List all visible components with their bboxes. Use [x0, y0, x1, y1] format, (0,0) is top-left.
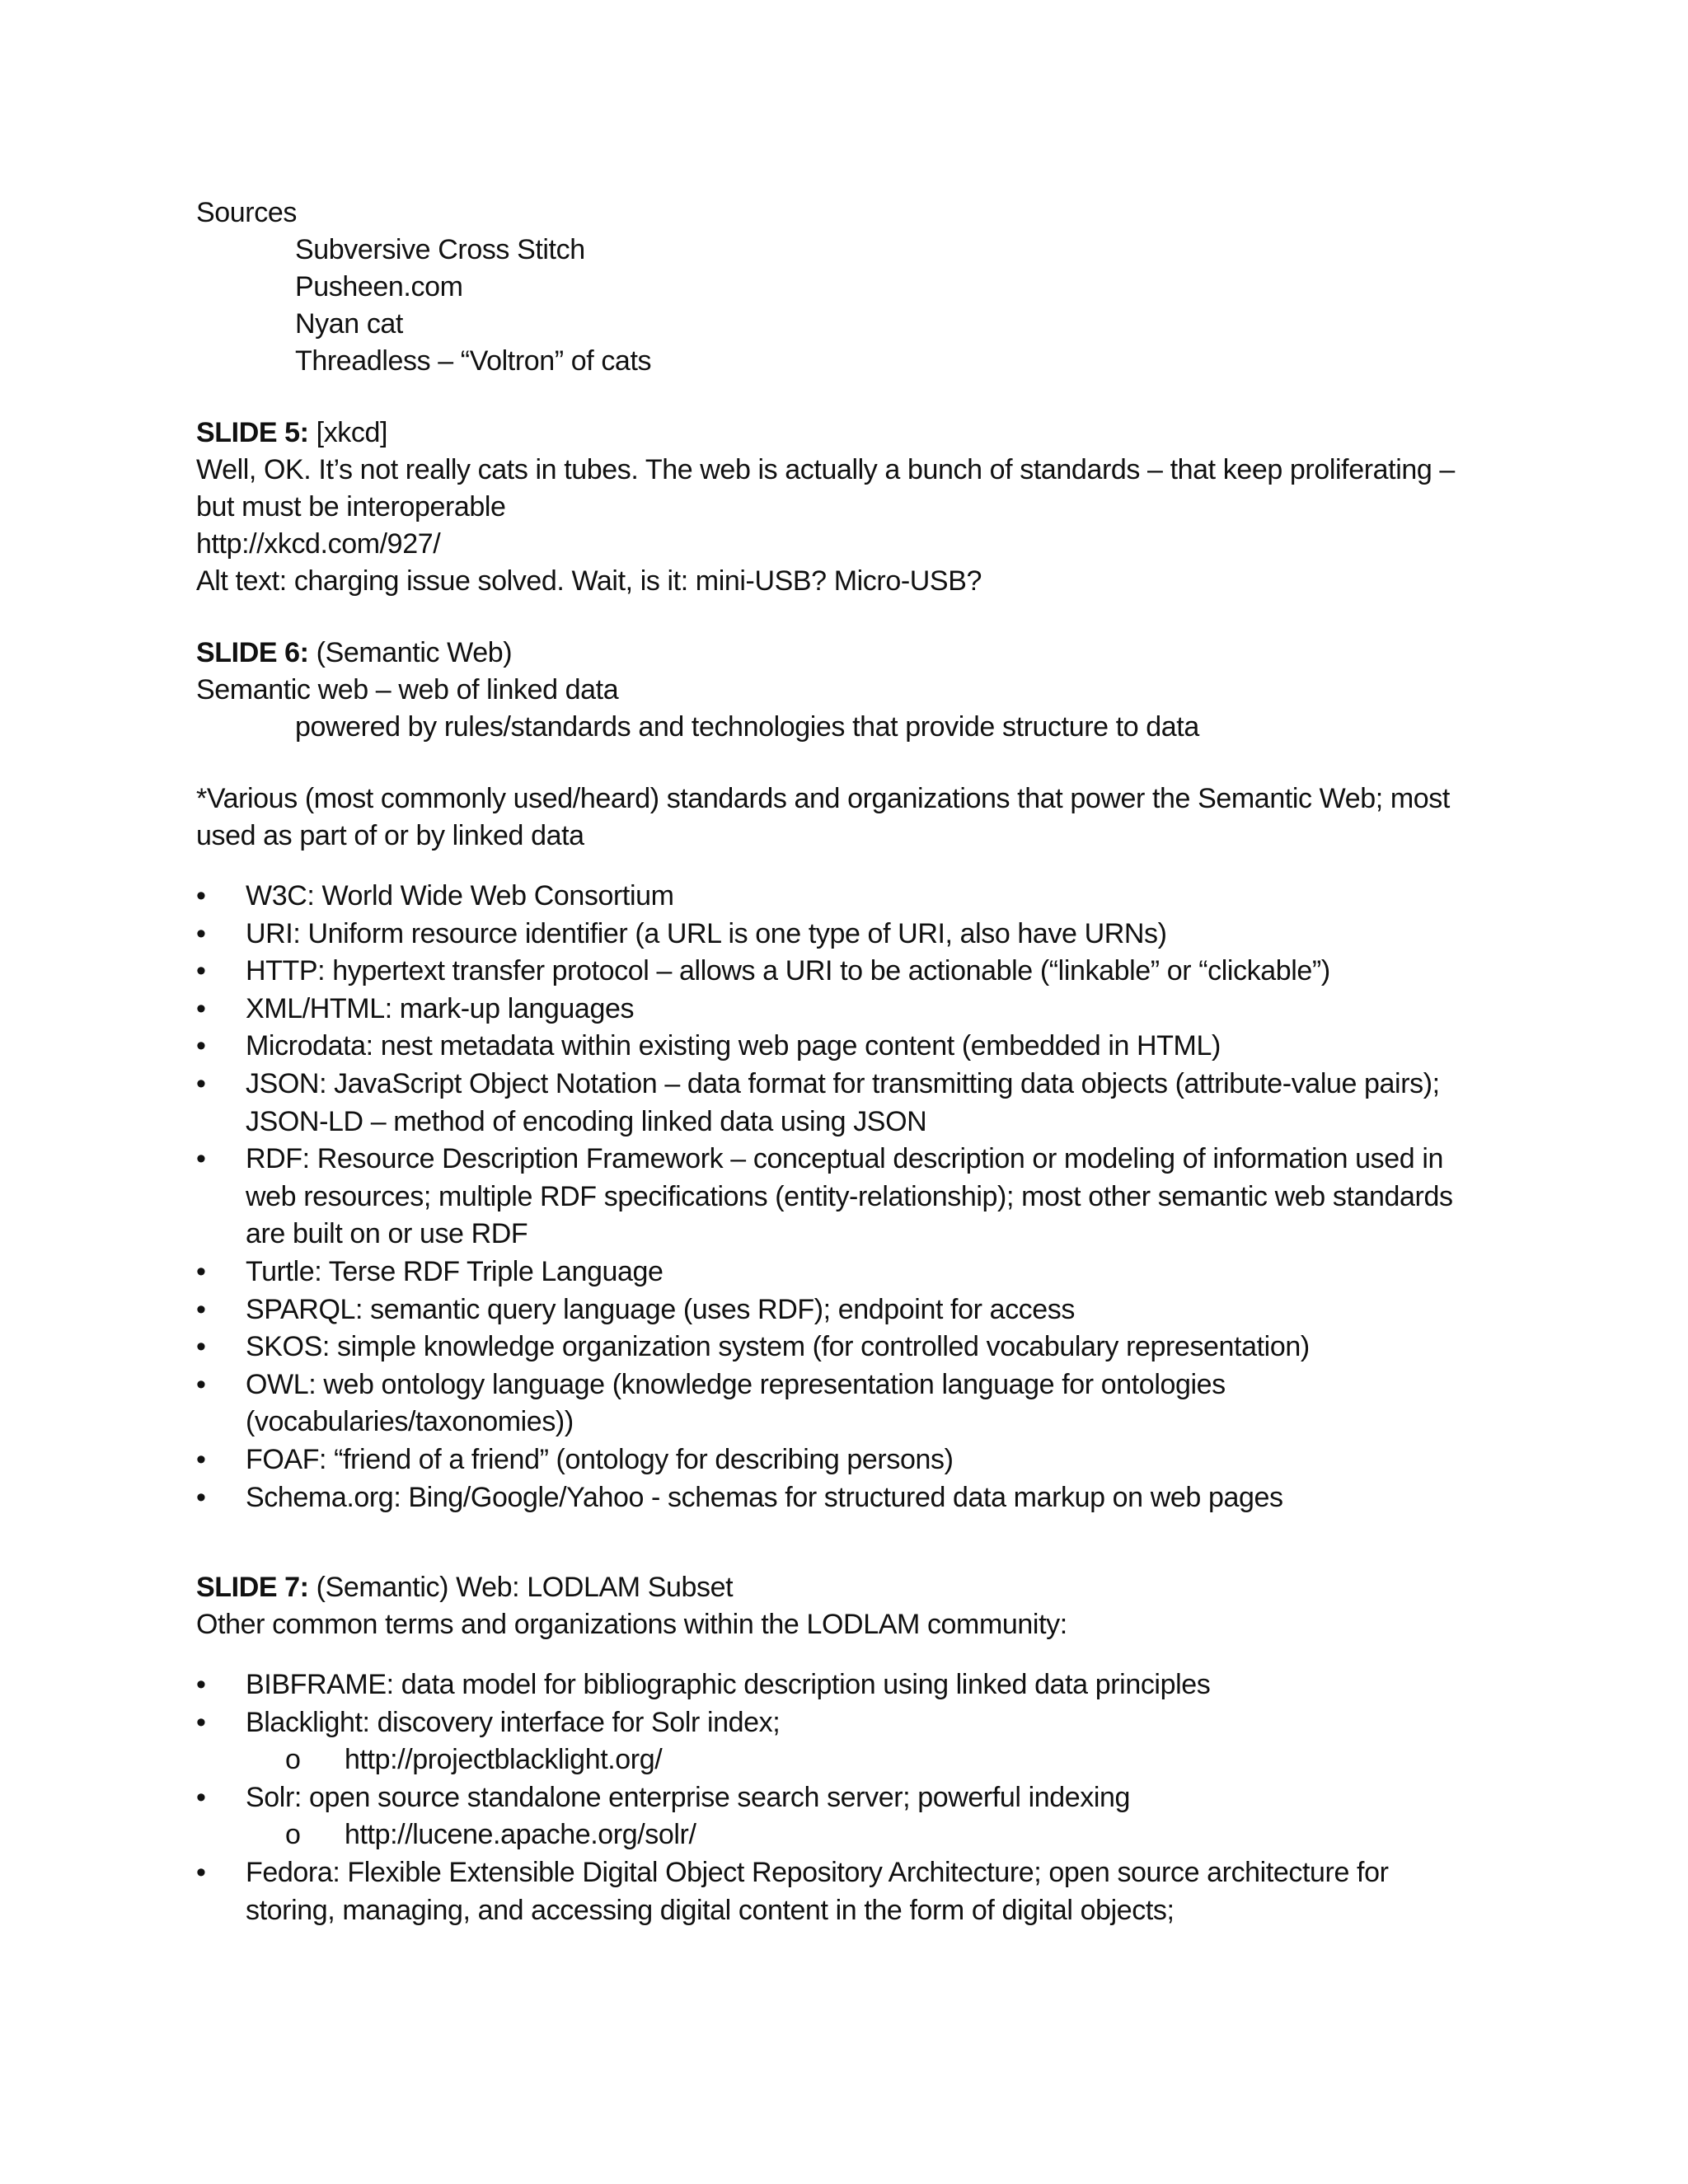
list-item: • Blacklight: discovery interface for Solr index; o http://projectblacklight.org/: [196, 1704, 1515, 1779]
slide6-label: SLIDE 6:: [196, 637, 309, 668]
source-item: Pusheen.com: [295, 271, 463, 302]
slide7-heading: [196, 1569, 1515, 1606]
slide7-intro: Other common terms and organizations within the LODLAM community:: [196, 1609, 1067, 1641]
sources-heading: Sources: [196, 197, 297, 228]
slide6-title: (Semantic Web): [316, 637, 513, 668]
list-item: • OWL: web ontology language (knowledge representation language for ontologies (vocabularies/taxonomies)): [196, 1366, 1515, 1441]
slide7-bullet-list: [196, 1666, 1515, 1929]
slide5-title: [xkcd]: [316, 417, 388, 448]
list-item: • XML/HTML: mark-up languages: [196, 991, 1515, 1029]
spacer: [196, 1516, 1515, 1569]
slide5-url: http://xkcd.com/927/: [196, 528, 441, 560]
slide5-text-line: Well, OK. It’s not really cats in tubes. The web is actually a bunch of standards – that keep proliferating –: [196, 454, 1455, 485]
slide5-label: SLIDE 5:: [196, 417, 309, 448]
spacer: [196, 600, 1515, 635]
list-item: • RDF: Resource Description Framework – conceptual description or modeling of information used in web resources; multiple RDF specifications (entity-relationship); most other semantic web standards are built on or use RDF: [196, 1141, 1515, 1254]
document-page: [196, 194, 1515, 1929]
slide5-text-line: but must be interoperable: [196, 491, 506, 523]
list-item: • HTTP: hypertext transfer protocol – allows a URI to be actionable (“linkable” or “clickable”): [196, 953, 1515, 991]
spacer: [196, 380, 1515, 415]
slide6-note-line: *Various (most commonly used/heard) standards and organizations that power the Semantic Web; most: [196, 783, 1450, 814]
slide6-note-line: used as part of or by linked data: [196, 820, 584, 851]
spacer: [196, 1643, 1515, 1666]
list-item: • SPARQL: semantic query language (uses RDF); endpoint for access: [196, 1291, 1515, 1329]
list-item: • Solr: open source standalone enterprise search server; powerful indexing o http://lucene.apache.org/solr/: [196, 1779, 1515, 1854]
list-item: • Microdata: nest metadata within existing web page content (embedded in HTML): [196, 1028, 1515, 1066]
spacer: [196, 855, 1515, 878]
source-item: Subversive Cross Stitch: [295, 234, 585, 265]
slide5-heading: [196, 415, 1515, 452]
slide6-text-line: Semantic web – web of linked data: [196, 674, 619, 705]
solr-link[interactable]: o http://lucene.apache.org/solr/: [246, 1816, 1515, 1854]
list-item: • FOAF: “friend of a friend” (ontology for describing persons): [196, 1441, 1515, 1479]
list-item: • BIBFRAME: data model for bibliographic description using linked data principles: [196, 1666, 1515, 1704]
slide6-bullet-list: [196, 878, 1515, 1516]
slide6-text-line: powered by rules/standards and technologies that provide structure to data: [295, 711, 1199, 743]
source-item: Threadless – “Voltron” of cats: [295, 345, 652, 377]
list-item: • JSON: JavaScript Object Notation – data format for transmitting data objects (attribute-value pairs); JSON-LD – method of encoding linked data using JSON: [196, 1066, 1515, 1141]
slide7-label: SLIDE 7:: [196, 1572, 309, 1604]
blacklight-link[interactable]: o http://projectblacklight.org/: [246, 1741, 1515, 1779]
list-item: • Schema.org: Bing/Google/Yahoo - schemas for structured data markup on web pages: [196, 1479, 1515, 1517]
list-item: • W3C: World Wide Web Consortium: [196, 878, 1515, 916]
list-item: • Turtle: Terse RDF Triple Language: [196, 1254, 1515, 1291]
source-item: Nyan cat: [295, 308, 403, 340]
slide6-heading: [196, 635, 1515, 672]
slide5-alt-text: Alt text: charging issue solved. Wait, is it: mini-USB? Micro-USB?: [196, 565, 982, 597]
slide7-title: (Semantic) Web: LODLAM Subset: [316, 1572, 734, 1604]
sub-list: [246, 1816, 1515, 1854]
list-item: • SKOS: simple knowledge organization system (for controlled vocabulary representation): [196, 1329, 1515, 1366]
list-item: • Fedora: Flexible Extensible Digital Object Repository Architecture; open source architecture for storing, managing, and accessing digital content in the form of digital objects;: [196, 1854, 1515, 1929]
sub-list: [246, 1741, 1515, 1779]
spacer: [196, 746, 1515, 780]
list-item: • URI: Uniform resource identifier (a URL is one type of URI, also have URNs): [196, 916, 1515, 954]
